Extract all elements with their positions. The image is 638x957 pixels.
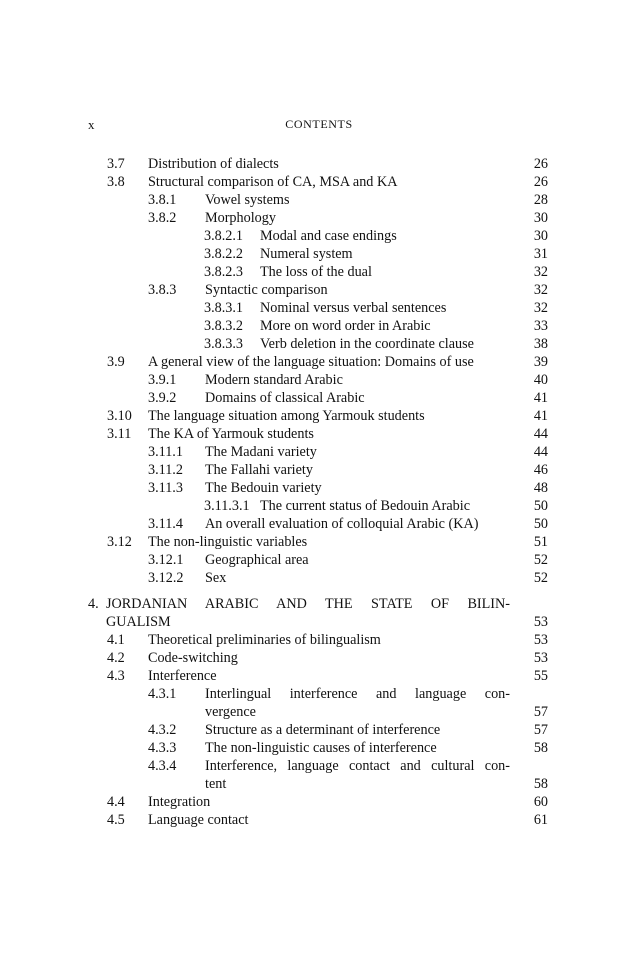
- toc-entry-title: Integration: [148, 794, 211, 810]
- toc-page-number: 41: [533, 408, 548, 424]
- toc-entry-title: Sex: [205, 570, 227, 586]
- toc-page-number: 53: [533, 614, 548, 630]
- toc-section-number: 4.3: [107, 668, 125, 684]
- toc-entry-title: The non-linguistic causes of interference: [205, 740, 437, 756]
- toc-entry-title: The KA of Yarmouk students: [148, 426, 314, 442]
- toc-entry: [0, 245, 638, 263]
- toc-entry-title: Structure as a determinant of interference: [205, 722, 441, 738]
- toc-entry: [0, 425, 638, 443]
- toc-section-number: 4.3.3: [148, 740, 177, 756]
- toc-entry: [0, 299, 638, 317]
- toc-page-number: 53: [533, 632, 548, 648]
- toc-section-number: 3.11.2: [148, 462, 183, 478]
- toc-page-number: 53: [533, 650, 548, 666]
- toc-entry-title: A general view of the language situation: Domains of use: [148, 354, 474, 370]
- toc-entry: [0, 479, 638, 497]
- toc-section-number: 4.: [88, 596, 99, 612]
- toc-page-number: 60: [533, 794, 548, 810]
- toc-page-number: 39: [533, 354, 548, 370]
- toc-section-number: 3.12.2: [148, 570, 184, 586]
- toc-section-number: 4.3.2: [148, 722, 177, 738]
- toc-section-number: 4.3.1: [148, 686, 177, 702]
- toc-entry: [0, 191, 638, 209]
- toc-entry: [0, 649, 638, 667]
- toc-page-number: 26: [533, 174, 548, 190]
- toc-entry: [0, 227, 638, 245]
- toc-entry-title: The language situation among Yarmouk students: [148, 408, 425, 424]
- toc-entry-title: Modern standard Arabic: [205, 372, 343, 388]
- toc-entry: [0, 353, 638, 371]
- toc-section-number: 4.5: [107, 812, 125, 828]
- toc-section-number: 3.11.3.1: [204, 498, 250, 514]
- toc-section-number: 4.3.4: [148, 758, 177, 774]
- toc-section-number: 3.8.3.2: [204, 318, 244, 334]
- toc-page-number: 38: [533, 336, 548, 352]
- toc-page-number: 44: [533, 444, 548, 460]
- toc-page-number: 32: [533, 300, 548, 316]
- toc-entry-title: The non-linguistic variables: [148, 534, 308, 550]
- toc-entry-title: vergence: [205, 704, 256, 720]
- toc-entry-title: Theoretical preliminaries of bilingualism: [148, 632, 381, 648]
- toc-entry: [0, 757, 638, 775]
- toc-entry-title: Syntactic comparison: [205, 282, 328, 298]
- toc-page-number: 33: [533, 318, 548, 334]
- toc-page-number: 32: [533, 282, 548, 298]
- toc-page-number: 32: [533, 264, 548, 280]
- toc-entry: [0, 461, 638, 479]
- toc-entry: [0, 667, 638, 685]
- toc-page-number: 52: [533, 552, 548, 568]
- toc-section-number: 3.8.3: [148, 282, 177, 298]
- toc-entry: [0, 497, 638, 515]
- toc-entry: [0, 155, 638, 173]
- toc-page-number: 50: [533, 498, 548, 514]
- toc-section-number: 3.12: [107, 534, 132, 550]
- toc-page-number: 46: [533, 462, 548, 478]
- toc-entry-title: Modal and case endings: [260, 228, 397, 244]
- running-title: CONTENTS: [285, 117, 353, 131]
- toc-section-number: 3.8.1: [148, 192, 177, 208]
- toc-entry: [0, 721, 638, 739]
- toc-entry: [0, 551, 638, 569]
- toc-entry: [0, 407, 638, 425]
- toc-page-number: 55: [533, 668, 548, 684]
- toc-entry: [0, 443, 638, 461]
- toc-section-number: 3.11.4: [148, 516, 183, 532]
- toc-section-number: 3.9: [107, 354, 125, 370]
- toc-page-number: 44: [533, 426, 548, 442]
- toc-entry: [0, 811, 638, 829]
- toc-entry-title: Interference, language contact and cultural con-: [205, 758, 510, 774]
- toc-entry-title: Structural comparison of CA, MSA and KA: [148, 174, 398, 190]
- toc-entry-title: Vowel systems: [205, 192, 290, 208]
- toc-section-number: 3.8.2.1: [204, 228, 244, 244]
- toc-page-number: 52: [533, 570, 548, 586]
- toc-section-number: 3.8: [107, 174, 125, 190]
- toc-page-number: 31: [533, 246, 548, 262]
- toc-entry-title: An overall evaluation of colloquial Arabic (KA): [205, 516, 479, 532]
- toc-section-number: 4.1: [107, 632, 125, 648]
- toc-entry: [0, 613, 638, 631]
- toc-entry: [0, 389, 638, 407]
- toc-section-number: 3.8.3.1: [204, 300, 244, 316]
- toc-entry: [0, 515, 638, 533]
- toc-section-number: 3.11.1: [148, 444, 183, 460]
- toc-section-number: 3.8.2.2: [204, 246, 244, 262]
- toc-page-number: 40: [533, 372, 548, 388]
- toc-entry: [0, 703, 638, 721]
- toc-page-number: 57: [533, 722, 548, 738]
- toc-entry-title: The loss of the dual: [260, 264, 372, 280]
- toc-entry: [0, 685, 638, 703]
- toc-section-number: 3.12.1: [148, 552, 184, 568]
- toc-entry-title: Morphology: [205, 210, 276, 226]
- toc-page-number: 51: [533, 534, 548, 550]
- toc-entry-title: Domains of classical Arabic: [205, 390, 365, 406]
- toc-section-number: 3.8.3.3: [204, 336, 244, 352]
- page-header: [88, 117, 550, 133]
- toc-page-number: 58: [533, 740, 548, 756]
- toc-entry: [0, 317, 638, 335]
- toc-entry-title: Verb deletion in the coordinate clause: [260, 336, 474, 352]
- toc-page-number: 57: [533, 704, 548, 720]
- toc-section-number: 3.7: [107, 156, 125, 172]
- toc-page-number: 28: [533, 192, 548, 208]
- toc-section-number: 4.2: [107, 650, 125, 666]
- toc-entry-title: More on word order in Arabic: [260, 318, 431, 334]
- toc-entry-title: Language contact: [148, 812, 249, 828]
- toc-page-number: 41: [533, 390, 548, 406]
- toc-entry: [0, 739, 638, 757]
- toc-page-number: 30: [533, 210, 548, 226]
- toc-entry: [0, 281, 638, 299]
- toc-entry: [0, 775, 638, 793]
- toc-page-number: 61: [533, 812, 548, 828]
- toc-entry-title: Geographical area: [205, 552, 309, 568]
- toc-entry: [0, 595, 638, 613]
- toc-entry: [0, 533, 638, 551]
- toc-entry-title: Numeral system: [260, 246, 353, 262]
- toc-entry-title: The current status of Bedouin Arabic: [260, 498, 470, 514]
- toc-entry-title: JORDANIAN ARABIC AND THE STATE OF BILIN-: [106, 596, 510, 612]
- page-number: x: [88, 117, 95, 132]
- toc-entry-title: Interference: [148, 668, 217, 684]
- toc-entry-title: The Fallahi variety: [205, 462, 313, 478]
- toc-entry: [0, 173, 638, 191]
- toc-entry-title: The Bedouin variety: [205, 480, 322, 496]
- toc-section-number: 3.9.2: [148, 390, 177, 406]
- toc-section-number: 3.11: [107, 426, 132, 442]
- toc-entry-title: Code-switching: [148, 650, 238, 666]
- toc-entry-title: The Madani variety: [205, 444, 317, 460]
- toc-entry-title: GUALISM: [106, 614, 171, 630]
- toc-entry-title: Interlingual interference and language con-: [205, 686, 510, 702]
- toc-page-number: 48: [533, 480, 548, 496]
- toc-section-number: 3.9.1: [148, 372, 177, 388]
- toc-entry: [0, 631, 638, 649]
- toc-entry: [0, 371, 638, 389]
- toc-section-number: 4.4: [107, 794, 125, 810]
- toc-entry: [0, 793, 638, 811]
- toc-entry: [0, 263, 638, 281]
- toc-page-number: 30: [533, 228, 548, 244]
- toc-section-number: 3.10: [107, 408, 132, 424]
- toc-section-number: 3.8.2: [148, 210, 177, 226]
- toc-entry: [0, 335, 638, 353]
- toc-entry-title: Distribution of dialects: [148, 156, 279, 172]
- toc-entry: [0, 209, 638, 227]
- toc-entry-title: tent: [205, 776, 227, 792]
- toc-entry-title: Nominal versus verbal sentences: [260, 300, 447, 316]
- toc-page-number: 58: [533, 776, 548, 792]
- toc-section-number: 3.8.2.3: [204, 264, 244, 280]
- toc-section-number: 3.11.3: [148, 480, 183, 496]
- toc-page-number: 26: [533, 156, 548, 172]
- toc-page-number: 50: [533, 516, 548, 532]
- toc-entry: [0, 569, 638, 587]
